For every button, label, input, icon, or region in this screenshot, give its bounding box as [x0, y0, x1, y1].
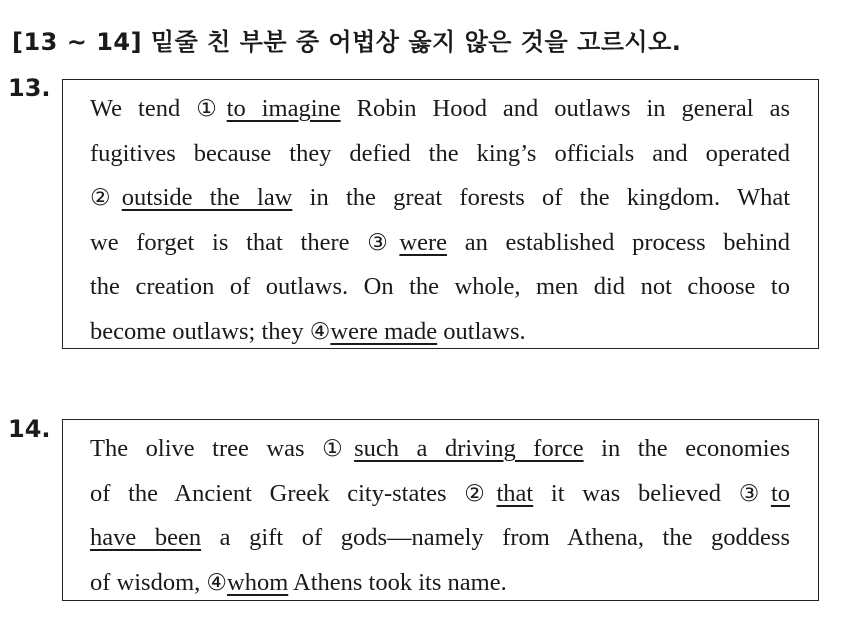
underlined-option: that	[496, 479, 534, 507]
passage-text: in the great forests of the kingdom. What	[292, 184, 790, 211]
passage-text: We tend	[90, 95, 197, 122]
circled-number-marker: ③	[367, 229, 400, 256]
passage-text: of wisdom,	[90, 568, 207, 596]
passage-text: The olive tree was	[90, 435, 323, 462]
underlined-option: have been	[90, 524, 202, 551]
passage-line	[90, 561, 790, 606]
passage-line	[90, 472, 790, 517]
underlined-option: whom	[227, 568, 289, 596]
passage-line	[90, 516, 790, 561]
question-number-13: 13.	[8, 74, 51, 102]
circled-number-marker: ③	[738, 480, 771, 507]
circled-number-marker: ②	[90, 185, 122, 211]
passage-line	[90, 176, 790, 221]
passage-text: become outlaws; they	[90, 317, 310, 345]
passage-line	[90, 310, 790, 355]
underlined-option: were made	[330, 317, 438, 345]
passage-text: an established process behind	[447, 228, 790, 256]
underlined-option: to imagine	[226, 95, 341, 122]
passage-text: of the Ancient Greek city-states	[90, 479, 465, 507]
circled-number-marker: ②	[464, 480, 497, 507]
passage-text: in the economies	[583, 435, 790, 462]
passage-line	[90, 265, 790, 310]
passage-text: we forget is that there	[90, 228, 368, 256]
underlined-option: to	[770, 479, 790, 507]
question-13-passage-box	[62, 79, 819, 349]
circled-number-marker: ①	[196, 96, 227, 122]
question-number-14: 14.	[8, 415, 51, 443]
circled-number-marker: ④	[206, 569, 227, 596]
passage-line	[90, 132, 790, 177]
passage-text: Robin Hood and outlaws in general as	[340, 95, 790, 122]
passage-text: Athens took its name.	[288, 568, 507, 596]
circled-number-marker: ④	[309, 318, 331, 345]
underlined-option: such a driving force	[354, 435, 584, 462]
passage-text: a gift of gods—namely from Athena, the goddess	[201, 524, 790, 551]
instruction-header: [13 ~ 14] 밑줄 친 부분 중 어법상 옳지 않은 것을 고르시오.	[12, 28, 682, 56]
underlined-option: were	[399, 228, 448, 256]
passage-text: fugitives because they defied the king’s officials and operated	[90, 139, 790, 167]
passage-line	[90, 221, 790, 266]
passage-line	[90, 87, 790, 132]
passage-line	[90, 427, 790, 472]
passage-text: outlaws.	[437, 317, 526, 345]
circled-number-marker: ①	[322, 436, 355, 462]
passage-text: it was believed	[533, 479, 739, 507]
passage-text: the creation of outlaws. On the whole, men did not choose to	[90, 273, 790, 300]
underlined-option: outside the law	[121, 184, 293, 211]
question-14-passage-box	[62, 419, 819, 601]
